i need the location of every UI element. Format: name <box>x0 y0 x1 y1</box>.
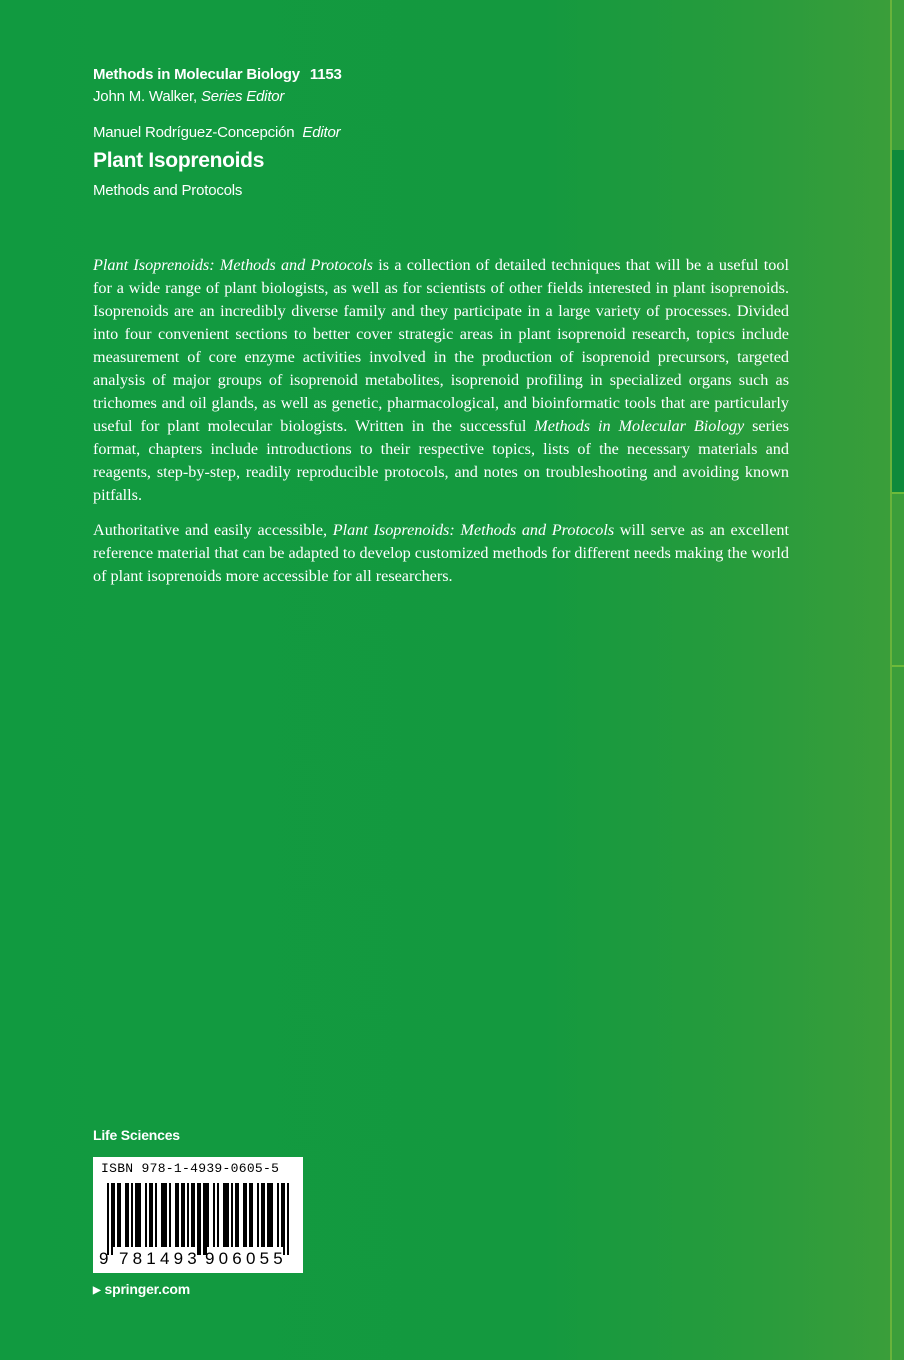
text-run: will serve as an excellent reference material that can be adapted to develop customized methods for different needs making the world of plant isoprenoids more accessible for all researchers. <box>93 521 789 585</box>
barcode-bar <box>191 1183 193 1247</box>
isbn-barcode <box>93 1157 303 1273</box>
barcode-bar <box>175 1183 177 1247</box>
book-title: Plant Isoprenoids <box>93 149 265 172</box>
barcode-digit-first: 9 <box>99 1249 109 1268</box>
series-line <box>93 64 693 86</box>
barcode-bar <box>237 1183 239 1247</box>
barcode-bar <box>261 1183 263 1247</box>
series-editor <box>93 86 693 108</box>
barcode-bar <box>165 1183 167 1247</box>
book-editor <box>93 122 693 144</box>
text-run: series format, chapters include introductions to their respective topics, lists of the necessary materials and reagents, step-by-step, readily reproducible protocols, and notes on troubleshooting and avoiding known pitfalls. <box>93 417 789 504</box>
barcode-bar <box>113 1183 115 1247</box>
barcode-bar <box>111 1183 113 1255</box>
barcode-bar <box>251 1183 253 1247</box>
barcode-bar <box>181 1183 183 1247</box>
barcode-bar <box>137 1183 139 1247</box>
barcode-bar <box>155 1183 157 1247</box>
arrow-right-icon: ▶ <box>93 1285 101 1296</box>
barcode-bar <box>271 1183 273 1247</box>
book-description <box>93 254 789 600</box>
barcode-bar <box>203 1183 205 1255</box>
description-paragraph <box>93 519 789 588</box>
barcode-bar <box>187 1183 189 1247</box>
book-editor-name: Manuel Rodríguez-Concepción <box>93 124 295 141</box>
barcode-bar <box>281 1183 283 1247</box>
series-editor-name: John M. Walker, <box>93 88 197 105</box>
barcode-bar <box>257 1183 259 1247</box>
barcode-bar <box>107 1183 109 1255</box>
barcode-bar <box>245 1183 247 1247</box>
barcode-bar <box>193 1183 195 1247</box>
spine-marker <box>892 665 904 667</box>
barcode-bar <box>169 1183 171 1247</box>
book-subtitle: Methods and Protocols <box>93 182 243 199</box>
barcode-bar <box>225 1183 227 1247</box>
barcode-bar <box>227 1183 229 1247</box>
barcode-bar <box>135 1183 137 1247</box>
barcode-bar <box>145 1183 147 1247</box>
barcode-bar <box>127 1183 129 1247</box>
barcode-bar <box>217 1183 219 1247</box>
barcode-bar <box>235 1183 237 1247</box>
barcode-bar <box>249 1183 251 1247</box>
italic-title: Plant Isoprenoids: Methods and Protocols <box>93 256 373 274</box>
spine-dark-band <box>892 150 904 492</box>
barcode-bar <box>199 1183 201 1255</box>
barcode-bar <box>161 1183 163 1247</box>
series-editor-role: Series Editor <box>200 88 285 105</box>
isbn-label: ISBN 978-1-4939-0605-5 <box>101 1161 280 1176</box>
text-run: is a collection of detailed techniques that will be a useful tool for a wide range of plant biologists, as well as for scientists of other fields interested in plant isoprenoids. Isoprenoids are an incredibly diverse family and they participate in a large variety of processes. Divided into four convenient sections to better cover strategic areas in plant isoprenoid research, topics include measurement of core enzyme activities involved in the production of isoprenoid precursors, targeted analysis of major groups of isoprenoid metabolites, isoprenoid profiling in specialized organs such as trichomes and oil glands, as well as genetic, pharmacological, and bioinformatic tools that are particularly useful for plant molecular biologists. Written in the successful <box>93 256 789 435</box>
series-name: Methods in Molecular Biology <box>93 66 300 83</box>
barcode-bar <box>177 1183 179 1247</box>
barcode-bar <box>231 1183 233 1247</box>
barcode-bar <box>213 1183 215 1247</box>
barcode-bar <box>131 1183 133 1247</box>
text-run: Authoritative and easily accessible, <box>93 521 333 539</box>
barcode-bar <box>283 1183 285 1255</box>
italic-series: Methods in Molecular Biology <box>534 417 745 435</box>
barcode-bar <box>267 1183 269 1247</box>
barcode-bar <box>151 1183 153 1247</box>
subject-category: Life Sciences <box>93 1127 180 1143</box>
italic-title: Plant Isoprenoids: Methods and Protocols <box>332 521 615 539</box>
barcode-bar <box>125 1183 127 1247</box>
spine-marker <box>892 492 904 494</box>
barcode-bar <box>197 1183 199 1255</box>
barcode-bar <box>149 1183 151 1247</box>
website-link[interactable]: springer.com <box>104 1281 191 1297</box>
barcode-bar <box>243 1183 245 1247</box>
barcode-digits-right: 906055 <box>205 1249 287 1268</box>
barcode-bar <box>207 1183 209 1247</box>
cover-header <box>93 64 693 202</box>
barcode-bar <box>263 1183 265 1247</box>
barcode-bar <box>287 1183 289 1255</box>
barcode-digits-left: 781493 <box>119 1249 201 1268</box>
barcode-bar <box>139 1183 141 1247</box>
publisher-website[interactable] <box>93 1281 190 1297</box>
description-paragraph <box>93 254 789 507</box>
barcode-bar <box>223 1183 225 1247</box>
barcode-bar <box>205 1183 207 1255</box>
barcode-bar <box>119 1183 121 1247</box>
series-volume: 1153 <box>309 66 342 83</box>
barcode-bar <box>163 1183 165 1247</box>
book-editor-role: Editor <box>302 124 341 141</box>
barcode-bar <box>183 1183 185 1247</box>
barcode-bar <box>269 1183 271 1247</box>
barcode-bar <box>117 1183 119 1247</box>
barcode-bar <box>277 1183 279 1247</box>
